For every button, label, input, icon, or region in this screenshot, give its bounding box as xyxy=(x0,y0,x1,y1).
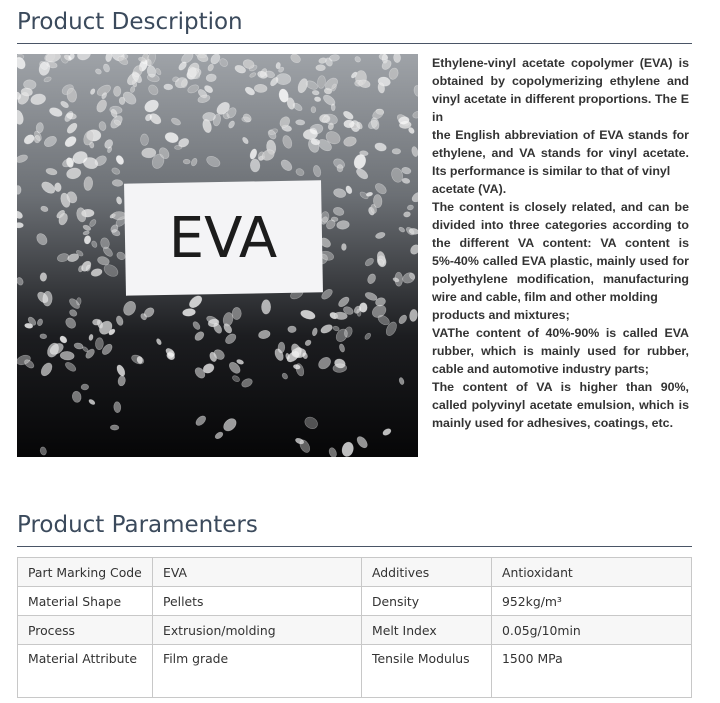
param-value: Extrusion/molding xyxy=(153,616,362,645)
pellet xyxy=(288,326,297,333)
product-description-title: Product Description xyxy=(17,9,243,35)
description-paragraph: the English abbreviation of EVA stands for ethylene, and VA stands for vinyl acetate. Its performance is similar to that of vinyl xyxy=(432,128,689,178)
pellet xyxy=(183,159,190,164)
pellets-photo xyxy=(17,54,418,457)
pellet xyxy=(92,319,100,326)
pellet xyxy=(392,148,401,154)
pellet xyxy=(110,425,119,430)
param-label: Additives xyxy=(362,558,492,587)
description-paragraph: The content is closely related, and can be divided into three categories according to the different VA content: VA content is 5%-40% called EVA plastic, mainly used for polyethylene modification, manufacturing wire and cable, film and other molding xyxy=(432,200,689,304)
pellet xyxy=(140,134,148,146)
pellet xyxy=(164,84,173,90)
pellet xyxy=(250,159,260,172)
table-row xyxy=(18,587,692,616)
eva-pellets-image xyxy=(17,54,418,457)
table-row xyxy=(18,616,692,645)
eva-label-card xyxy=(124,180,323,295)
pellet xyxy=(40,334,47,340)
param-value: 0.05g/10min xyxy=(492,616,692,645)
description-paragraph: products and mixtures; xyxy=(432,308,570,322)
description-paragraph: The content of VA is higher than 90%, called polyvinyl acetate emulsion, which is mainly used for adhesives, coatings, etc. xyxy=(432,380,689,430)
param-value: 1500 MPa xyxy=(492,645,692,698)
product-description-text xyxy=(432,54,689,432)
pellet xyxy=(17,222,23,228)
pellet xyxy=(295,119,305,125)
parameters-table xyxy=(17,557,692,698)
param-value: Pellets xyxy=(153,587,362,616)
param-label: Density xyxy=(362,587,492,616)
pellet xyxy=(81,384,89,390)
param-value: Antioxidant xyxy=(492,558,692,587)
pellet xyxy=(232,307,241,319)
pellet xyxy=(337,164,343,172)
param-value: EVA xyxy=(153,558,362,587)
pellet xyxy=(34,135,40,143)
pellet xyxy=(112,212,126,220)
pellet xyxy=(261,300,270,315)
description-paragraph: VAThe content of 40%-90% is called EVA rubber, which is mainly used for rubber, cable and automotive industry parts; xyxy=(432,326,689,376)
pellet xyxy=(342,244,347,251)
param-value: Film grade xyxy=(153,645,362,698)
param-label: Material Shape xyxy=(18,587,153,616)
param-label: Process xyxy=(18,616,153,645)
pellet xyxy=(40,272,47,281)
section-divider xyxy=(17,43,692,44)
pellet xyxy=(316,65,326,71)
param-value: 952kg/m³ xyxy=(492,587,692,616)
pellet xyxy=(311,107,316,113)
pellet xyxy=(17,185,21,194)
table-row xyxy=(18,645,692,698)
pellet xyxy=(395,272,403,286)
param-label: Tensile Modulus xyxy=(362,645,492,698)
product-parameters-title: Product Paramenters xyxy=(17,512,258,538)
param-label: Part Marking Code xyxy=(18,558,153,587)
pellet xyxy=(331,217,338,222)
pellet xyxy=(359,303,367,313)
param-label: Material Attribute xyxy=(18,645,153,698)
section-divider xyxy=(17,546,692,547)
description-paragraph: acetate (VA). xyxy=(432,182,507,196)
param-label: Melt Index xyxy=(362,616,492,645)
description-paragraph: Ethylene-vinyl acetate copolymer (EVA) is obtained by copolymerizing ethylene and vinyl acetate in different proportions. The E in xyxy=(432,56,689,124)
pellet xyxy=(113,86,121,97)
eva-label-text: EVA xyxy=(168,206,278,271)
pellet xyxy=(344,120,355,128)
pellet xyxy=(119,97,125,105)
pellet xyxy=(174,145,182,150)
table-row xyxy=(18,558,692,587)
